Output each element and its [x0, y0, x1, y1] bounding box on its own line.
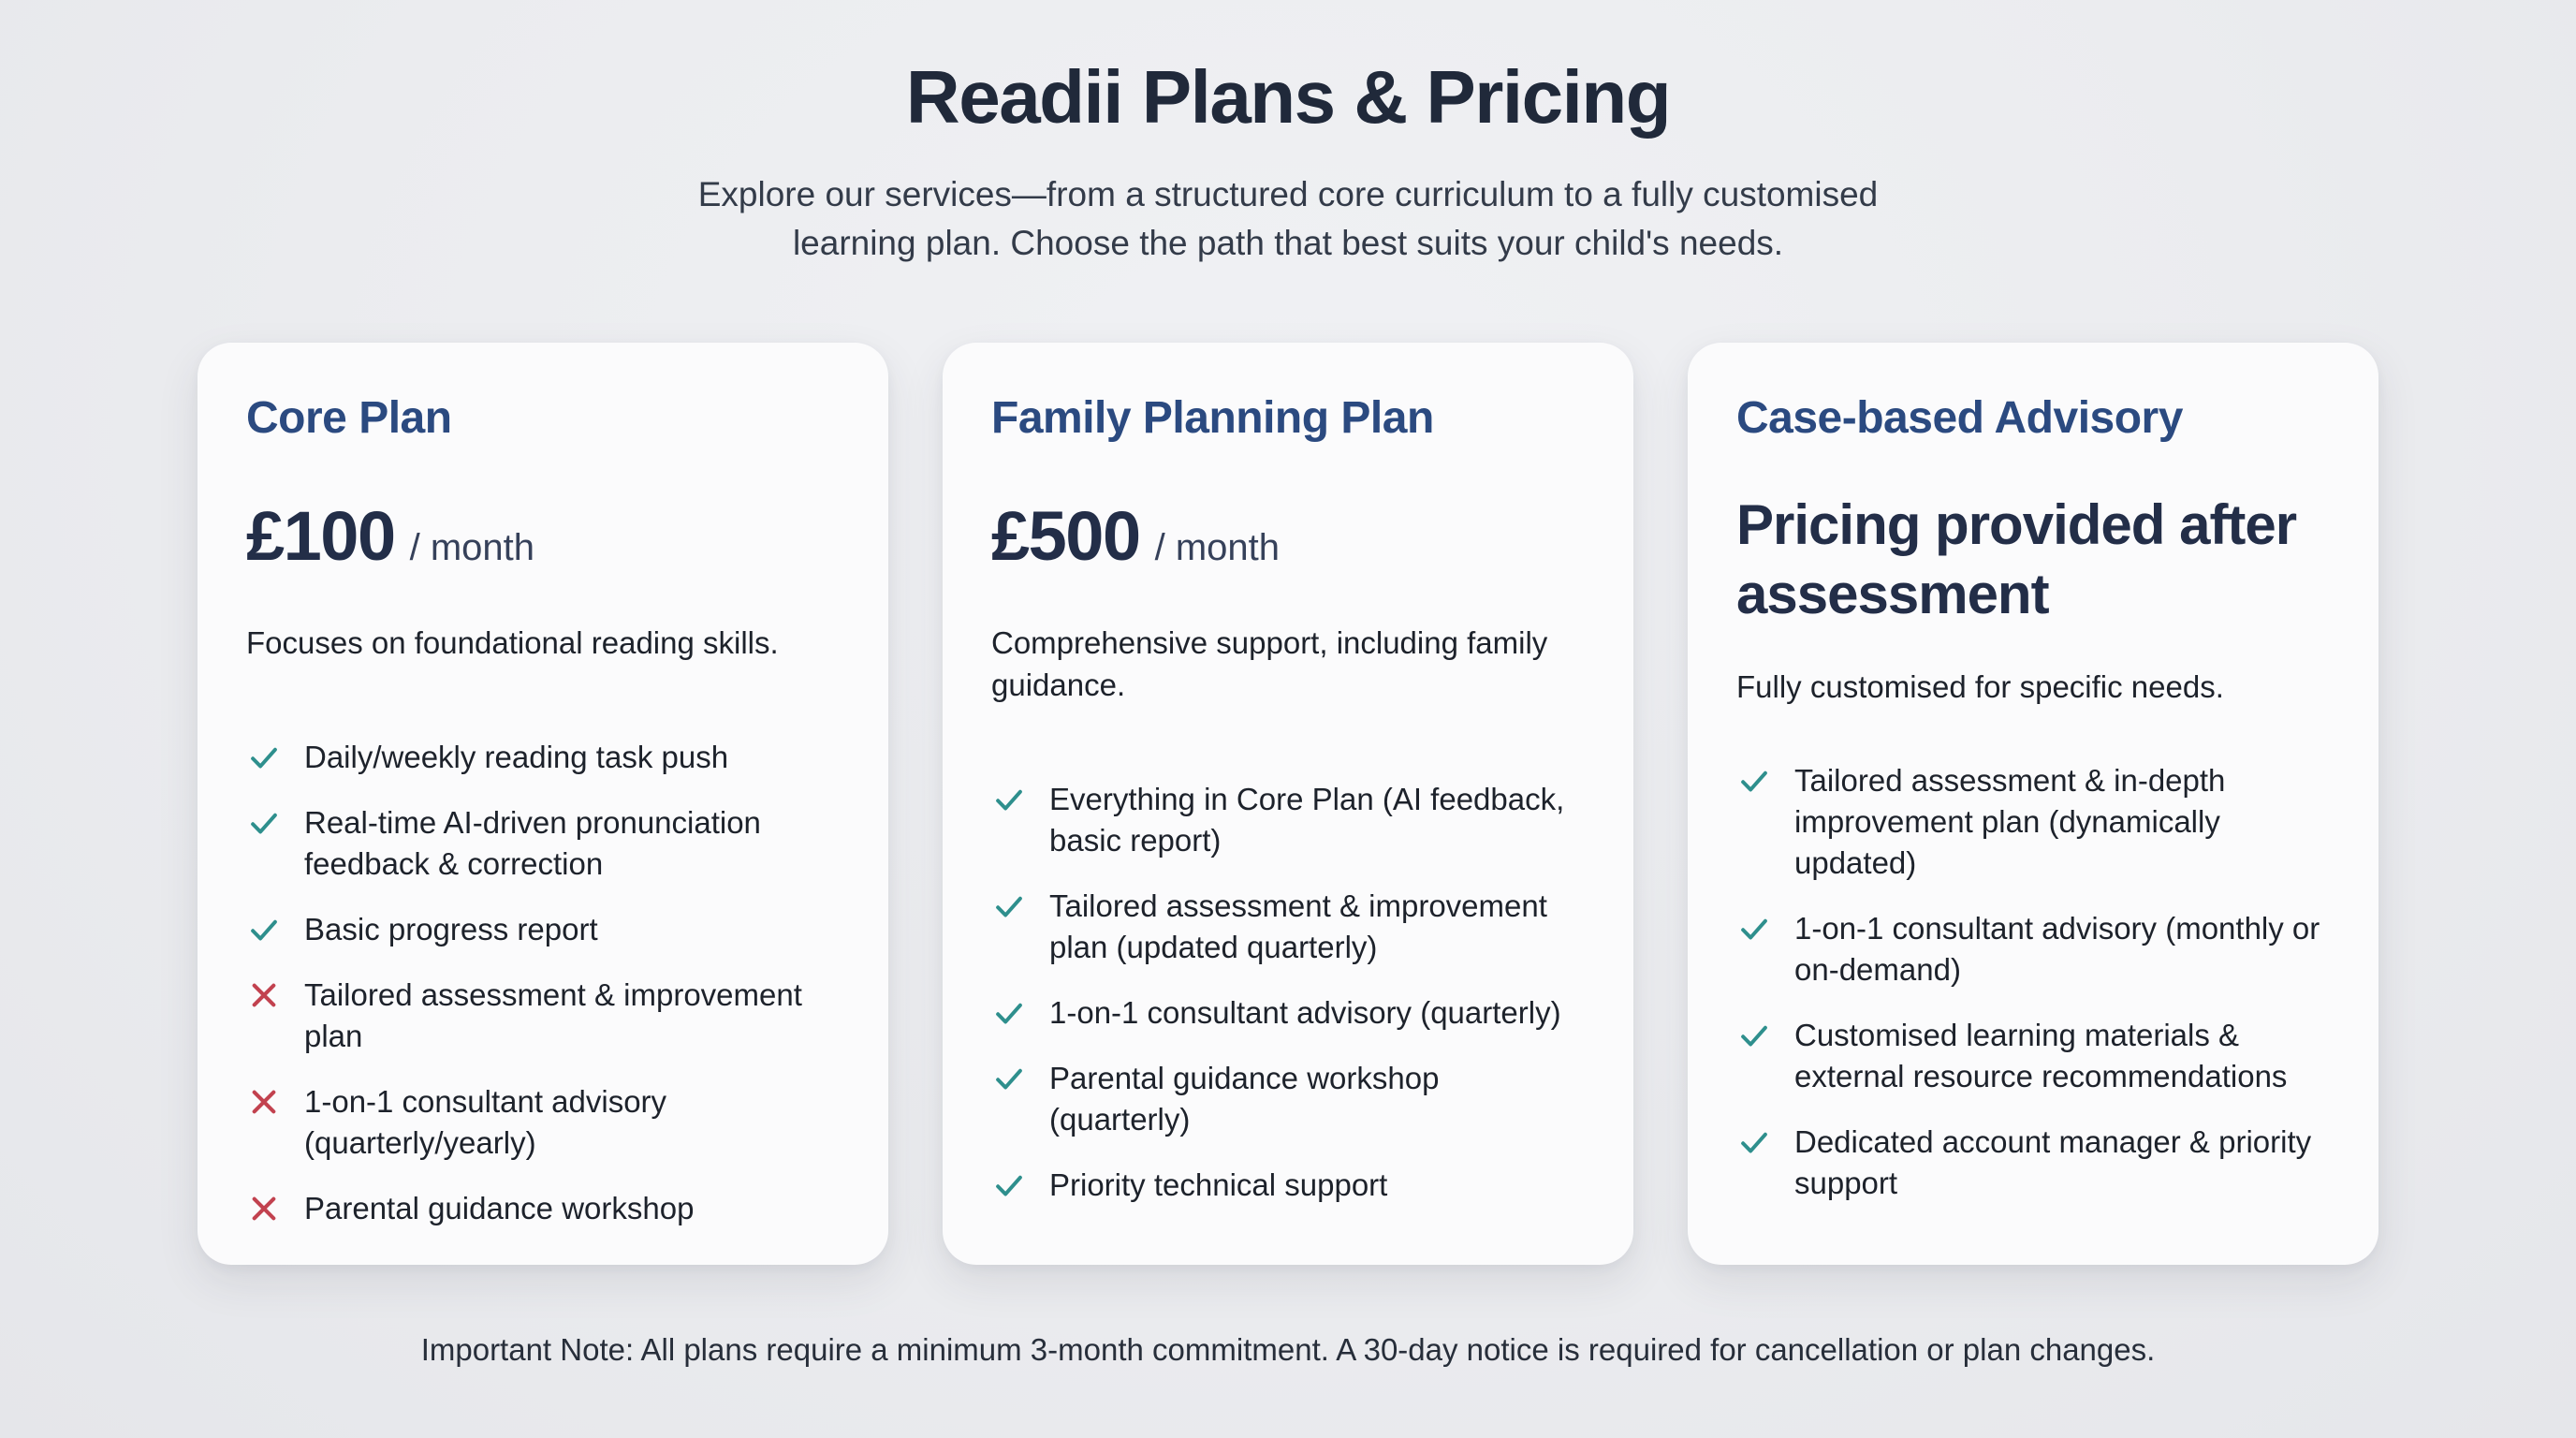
check-icon: [1736, 1018, 1772, 1053]
feature-text: Dedicated account manager & priority support: [1794, 1123, 2312, 1200]
feature-item: [246, 975, 840, 1057]
feature-list: [246, 737, 840, 1229]
subtitle-line-1: Explore our services—from a structured core curriculum to a fully customised: [697, 175, 1879, 213]
feature-item: [246, 909, 840, 950]
feature-item: [246, 1188, 840, 1229]
feature-text: Tailored assessment & improvement plan: [304, 977, 802, 1054]
cross-icon: [246, 977, 282, 1013]
feature-text: Real-time AI-driven pronunciation feedback & correction: [304, 805, 761, 882]
plan-description: Focuses on foundational reading skills.: [246, 625, 779, 661]
footer-note: Important Note: All plans require a minimum 3-month commitment. A 30-day notice is required for cancellation or plan changes.: [420, 1332, 2156, 1367]
cross-icon: [246, 1084, 282, 1120]
plan-name: Family Planning Plan: [991, 393, 1434, 443]
feature-text: Daily/weekly reading task push: [304, 740, 729, 775]
check-icon: [991, 1061, 1027, 1096]
feature-text: Basic progress report: [304, 912, 598, 947]
subtitle-line-2: learning plan. Choose the path that best suits your child's needs.: [792, 224, 1784, 262]
check-icon: [1736, 1124, 1772, 1160]
plan-description: Comprehensive support, including family guidance.: [991, 625, 1548, 703]
plan-price-text: Pricing provided after assessment: [1736, 493, 2297, 625]
check-icon: [991, 1167, 1027, 1203]
price-amount: £100: [246, 497, 395, 576]
page-subtitle: [0, 170, 2576, 268]
feature-text: Tailored assessment & improvement plan (updated quarterly): [1049, 888, 1547, 965]
feature-text: Customised learning materials & external resource recommendations: [1794, 1017, 2288, 1093]
feature-item: [246, 737, 840, 778]
feature-item: [246, 802, 840, 885]
price-amount: £500: [991, 497, 1140, 576]
cross-icon: [246, 1191, 282, 1226]
price-period: / month: [409, 527, 535, 569]
feature-text: Parental guidance workshop: [304, 1191, 695, 1226]
check-icon: [1736, 911, 1772, 946]
feature-item: [1736, 908, 2330, 990]
feature-text: 1-on-1 consultant advisory (quarterly/yearly): [304, 1084, 667, 1161]
feature-text: Parental guidance workshop (quarterly): [1049, 1061, 1440, 1137]
feature-item: [1736, 760, 2330, 884]
feature-text: 1-on-1 consultant advisory (monthly or on-demand): [1794, 910, 2320, 987]
feature-item: [1736, 1015, 2330, 1097]
plan-price: [246, 497, 840, 576]
plan-name: Case-based Advisory: [1736, 393, 2183, 443]
plan-card-case-based: [1688, 343, 2378, 1265]
check-icon: [246, 740, 282, 775]
feature-text: 1-on-1 consultant advisory (quarterly): [1049, 995, 1561, 1031]
feature-text: Everything in Core Plan (AI feedback, basic report): [1049, 782, 1565, 858]
feature-list: [991, 779, 1585, 1206]
feature-item: [991, 779, 1585, 861]
plan-name: Core Plan: [246, 393, 452, 443]
page-title: Readii Plans & Pricing: [905, 55, 1671, 139]
price-period: / month: [1154, 527, 1281, 569]
feature-item: [246, 1081, 840, 1164]
feature-item: [991, 1165, 1585, 1206]
feature-text: Tailored assessment & in-depth improvement plan (dynamically updated): [1794, 762, 2226, 880]
check-icon: [246, 912, 282, 947]
plan-price: [991, 497, 1585, 576]
check-icon: [991, 995, 1027, 1031]
feature-list: [1736, 760, 2330, 1204]
feature-item: [991, 886, 1585, 968]
check-icon: [991, 888, 1027, 924]
check-icon: [991, 782, 1027, 817]
feature-item: [991, 992, 1585, 1034]
feature-item: [1736, 1122, 2330, 1204]
check-icon: [1736, 763, 1772, 799]
plan-card-core: [198, 343, 888, 1265]
plan-cards-row: [0, 343, 2576, 1265]
plan-description: Fully customised for specific needs.: [1736, 668, 2224, 704]
feature-item: [991, 1058, 1585, 1140]
plan-card-family: [943, 343, 1633, 1265]
check-icon: [246, 805, 282, 841]
feature-text: Priority technical support: [1049, 1167, 1388, 1203]
